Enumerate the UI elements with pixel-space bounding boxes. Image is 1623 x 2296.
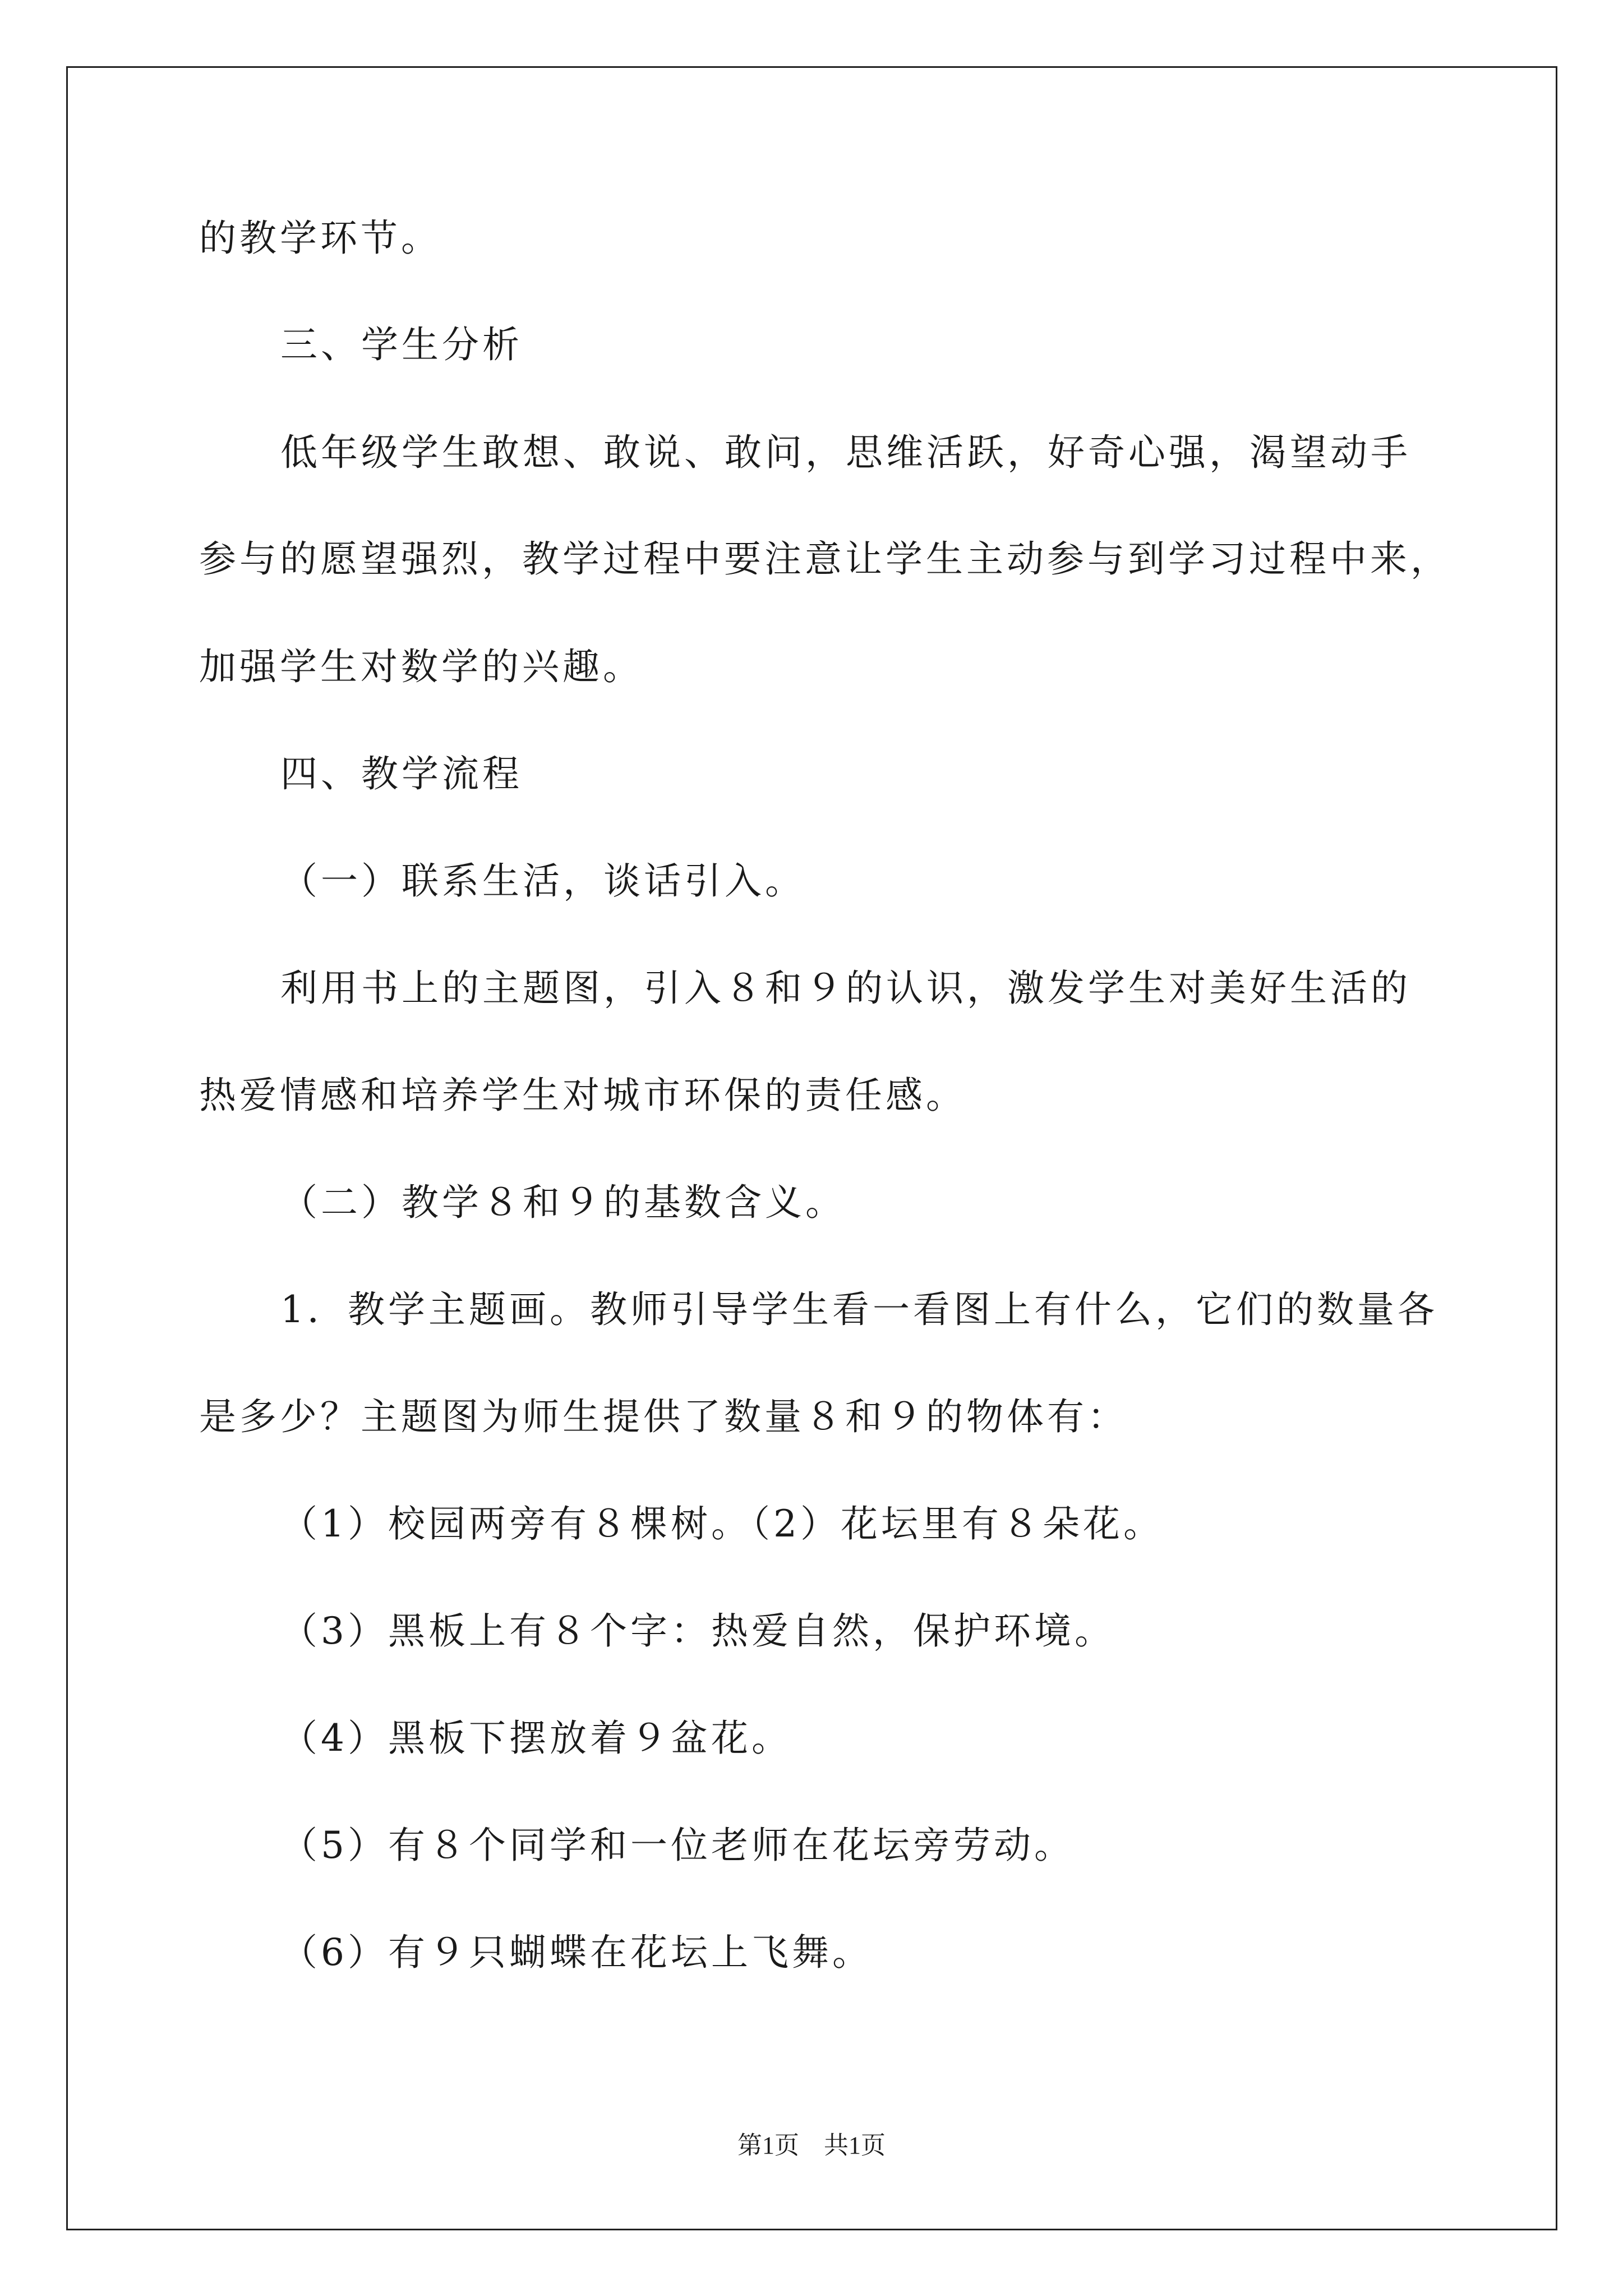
text-line: 加强学生对数学的兴趣。 [199,645,643,688]
list-item: （5）有８个同学和一位老师在花坛旁劳动。 [280,1824,1075,1867]
text-line: 参与的愿望强烈，教学过程中要注意让学生主动参与到学习过程中来， [199,537,1451,581]
list-item: （3）黑板上有８个字：热爱自然，保护环境。 [280,1609,1115,1653]
list-item: （6）有９只蝴蝶在花坛上飞舞。 [280,1931,873,1974]
page-number-footer: 第1页 共1页 [737,2132,886,2159]
text-line: 的教学环节。 [199,217,441,260]
text-line: 热爱情感和培养学生对城市环保的责任感。 [199,1074,966,1117]
section-heading: 四、教学流程 [280,752,523,795]
page-border [66,66,1557,2230]
text-line: 是多少？主题图为师生提供了数量８和９的物体有： [199,1395,1128,1438]
text-line: 低年级学生敢想、敢说、敢问，思维活跃，好奇心强，渴望动手 [280,431,1411,474]
list-item: （4）黑板下摆放着９盆花。 [280,1717,792,1760]
subsection-heading: （二）教学８和９的基数含义。 [280,1181,846,1224]
subsection-heading: （一）联系生活，谈话引入。 [280,859,805,903]
text-line: 1．教学主题画。教师引导学生看一看图上有什么，它们的数量各 [280,1288,1438,1331]
section-heading: 三、学生分析 [280,323,523,366]
list-item: （1）校园两旁有８棵树。（2）花坛里有８朵花。 [280,1502,1164,1545]
text-line: 利用书上的主题图，引入８和９的认识，激发学生对美好生活的 [280,967,1411,1010]
